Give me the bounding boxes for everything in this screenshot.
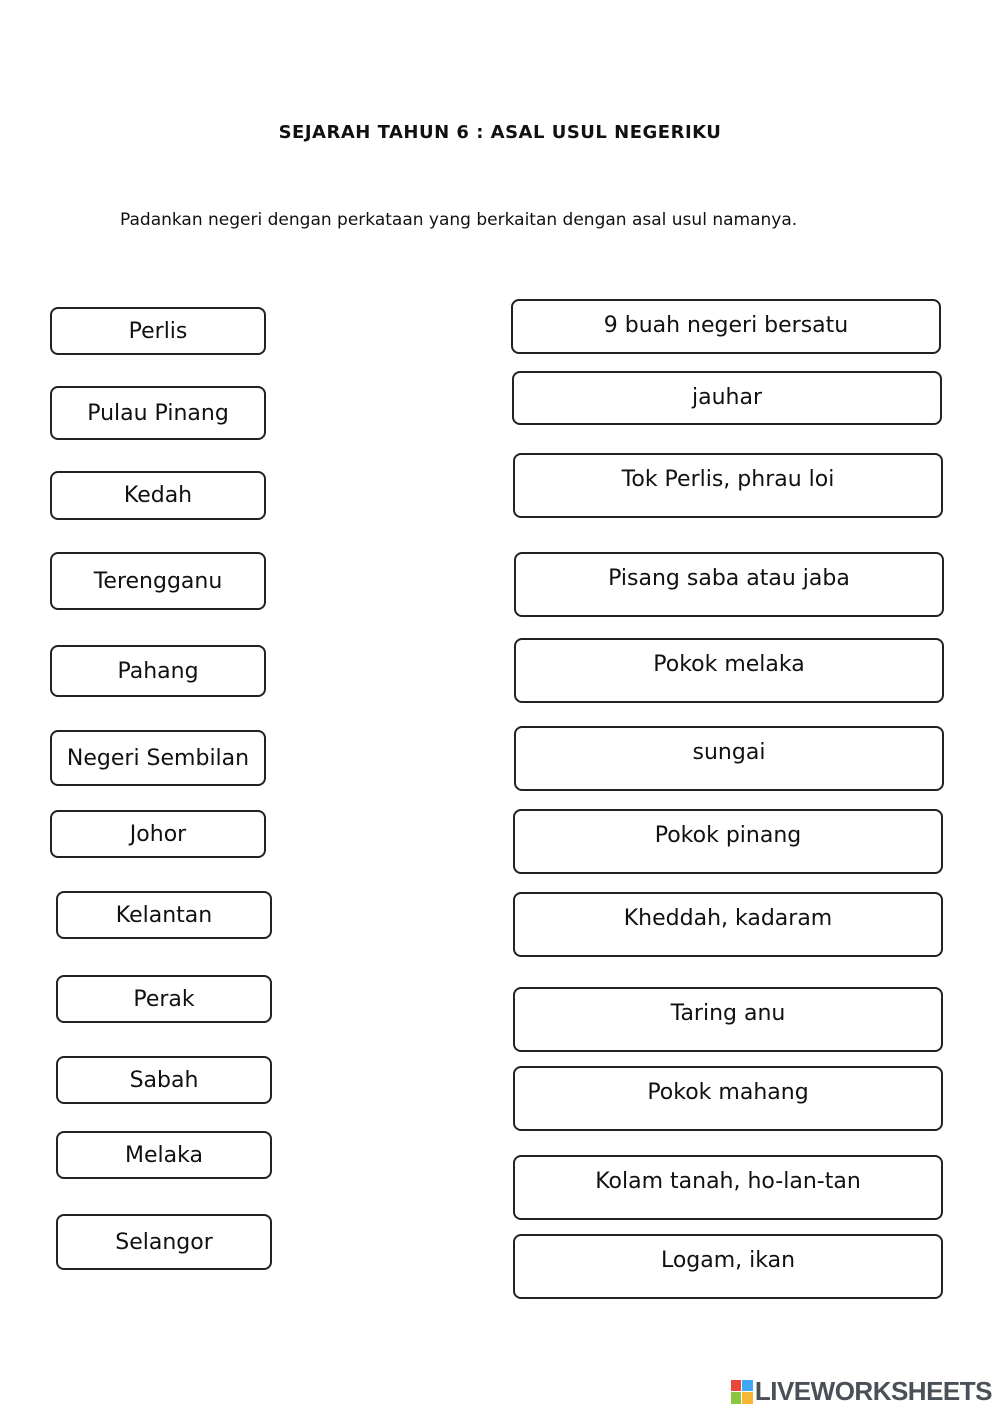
state-box-johor[interactable] xyxy=(50,810,266,858)
state-label: Kedah xyxy=(123,483,193,508)
state-label: Perlis xyxy=(128,318,188,344)
origin-box-5[interactable] xyxy=(514,638,944,703)
state-label: Selangor xyxy=(115,1229,213,1255)
origin-label: Logam, ikan xyxy=(660,1248,796,1273)
state-label: Perak xyxy=(133,986,195,1012)
origin-label: Pokok mahang xyxy=(647,1080,809,1105)
origin-label: sungai xyxy=(692,740,766,765)
origin-label: Pisang saba atau jaba xyxy=(608,566,850,591)
origin-label: Tok Perlis, phrau loi xyxy=(621,467,835,492)
origin-label: Taring anu xyxy=(670,1001,786,1026)
state-label: Melaka xyxy=(125,1142,203,1168)
state-label: Negeri Sembilan xyxy=(66,745,250,771)
origin-box-10[interactable] xyxy=(513,1066,943,1131)
state-box-perlis[interactable] xyxy=(50,307,266,355)
origin-label: jauhar xyxy=(691,385,762,410)
liveworksheets-logo-icon xyxy=(731,1380,753,1404)
origin-box-2[interactable] xyxy=(512,371,942,425)
state-box-kelantan[interactable] xyxy=(56,891,272,939)
state-label: Sabah xyxy=(129,1067,199,1093)
origin-label: Pokok melaka xyxy=(653,652,805,677)
origin-box-8[interactable] xyxy=(513,892,943,957)
state-box-perak[interactable] xyxy=(56,975,272,1023)
origin-box-3[interactable] xyxy=(513,453,943,518)
worksheet-title: SEJARAH TAHUN 6 : ASAL USUL NEGERIKU xyxy=(278,122,722,143)
origin-box-4[interactable] xyxy=(514,552,944,617)
state-box-terengganu[interactable] xyxy=(50,552,266,610)
instruction-text: Padankan negeri dengan perkataan yang berkaitan dengan asal usul namanya. xyxy=(120,210,798,230)
state-label: Pulau Pinang xyxy=(87,400,229,426)
state-label: Kelantan xyxy=(115,902,213,928)
state-box-melaka[interactable] xyxy=(56,1131,272,1179)
origin-box-11[interactable] xyxy=(513,1155,943,1220)
origin-box-12[interactable] xyxy=(513,1234,943,1299)
state-box-kedah[interactable] xyxy=(50,471,266,520)
origin-box-9[interactable] xyxy=(513,987,943,1052)
liveworksheets-logo[interactable] xyxy=(731,1376,992,1407)
origin-label: Kolam tanah, ho-lan-tan xyxy=(595,1169,861,1194)
origin-box-1[interactable] xyxy=(511,299,941,354)
state-label: Terengganu xyxy=(93,568,223,594)
state-box-sabah[interactable] xyxy=(56,1056,272,1104)
state-box-pahang[interactable] xyxy=(50,645,266,697)
state-box-pulau-pinang[interactable] xyxy=(50,386,266,440)
origin-label: Pokok pinang xyxy=(654,823,802,848)
origin-label: Kheddah, kadaram xyxy=(623,906,833,931)
state-label: Pahang xyxy=(117,658,199,684)
brand-name: LIVEWORKSHEETS xyxy=(754,1376,992,1406)
state-box-selangor[interactable] xyxy=(56,1214,272,1270)
origin-label: 9 buah negeri bersatu xyxy=(603,313,849,338)
origin-box-6[interactable] xyxy=(514,726,944,791)
origin-box-7[interactable] xyxy=(513,809,943,874)
state-label: Johor xyxy=(129,821,187,847)
state-box-negeri-sembilan[interactable] xyxy=(50,730,266,786)
